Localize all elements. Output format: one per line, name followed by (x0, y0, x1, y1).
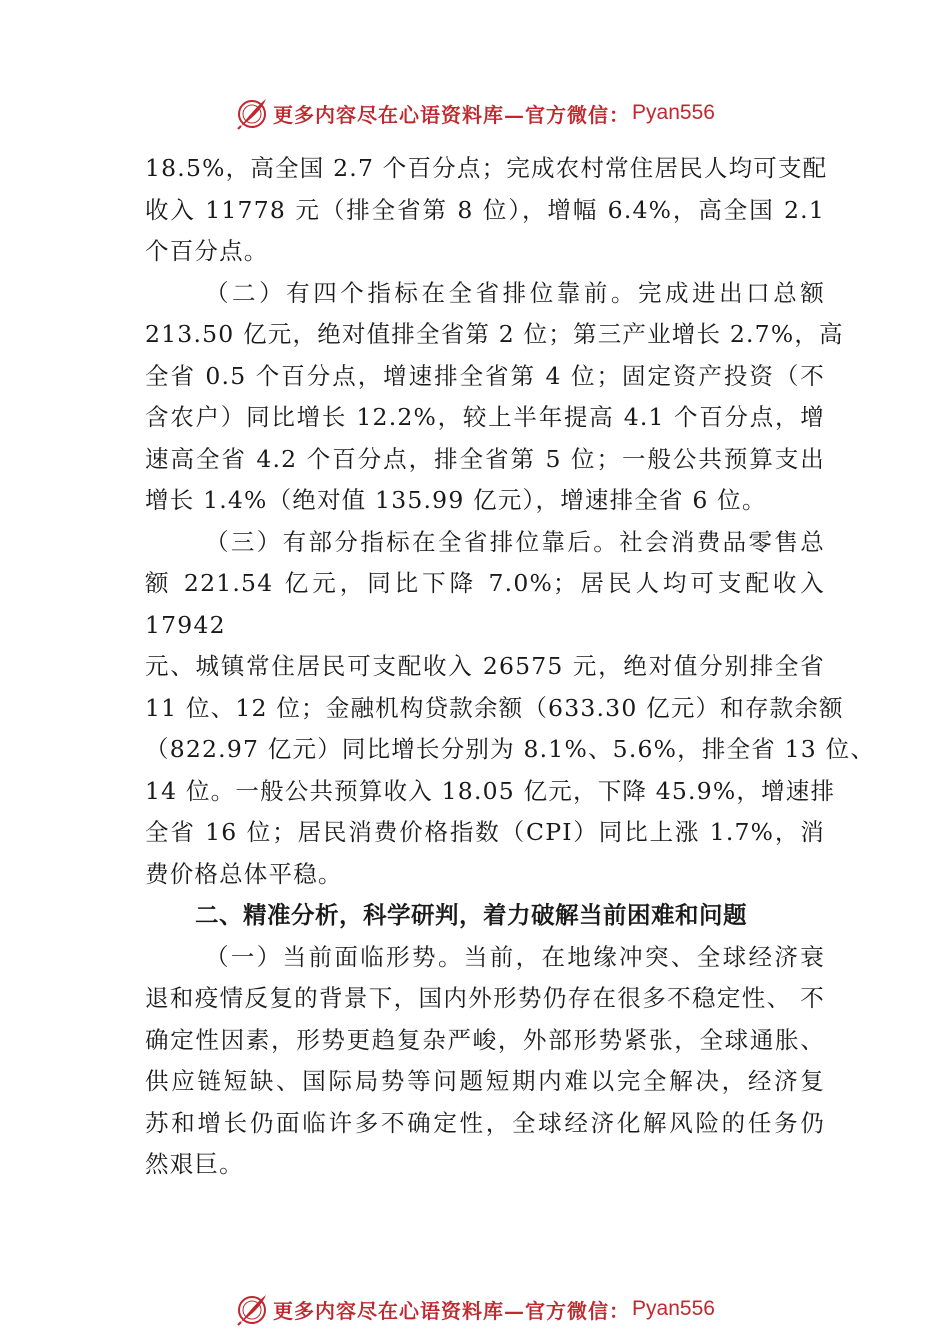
body-text-line: 苏和增长仍面临许多不确定性，全球经济化解风险的任务仍 (145, 1108, 825, 1137)
body-text-line: （三）有部分指标在全省排位靠后。社会消费品零售总 (205, 527, 825, 556)
body-text-line: 元、城镇常住居民可支配收入 26575 元，绝对值分别排全省 (145, 652, 825, 680)
body-text-line: 213.50 亿元，绝对值排全省第 2 位；第三产业增长 2.7%，高 (145, 320, 844, 348)
body-text-line: 确定性因素，形势更趋复杂严峻，外部形势紧张，全球通胀、 (145, 1025, 825, 1054)
body-text-line: 14 位。一般公共预算收入 18.05 亿元，下降 45.9%，增速排 (145, 776, 836, 805)
body-text-line: 费价格总体平稳。 (145, 859, 343, 888)
body-text-line: （822.97 亿元）同比增长分别为 8.1%、5.6%，排全省 13 位、 (145, 735, 876, 763)
body-text-line: 17942 (145, 610, 226, 639)
watermark-header (0, 93, 950, 133)
body-text-line: 个百分点。 (145, 237, 269, 265)
body-text-line: 11 位、12 位；金融机构贷款余额（633.30 亿元）和存款余额 (145, 693, 844, 722)
watermark-contact: Pyan556 (632, 1297, 715, 1320)
watermark-footer (0, 1289, 950, 1329)
body-text-line: （一）当前面临形势。当前，在地缘冲突、全球经济衰 (205, 942, 825, 971)
feather-pen-seal-icon (235, 1292, 269, 1326)
section-heading: 二、精准分析，科学研判，着力破解当前困难和问题 (195, 901, 747, 929)
watermark-text: 更多内容尽在心语资料库—官方微信： (273, 1298, 631, 1323)
watermark-text: 更多内容尽在心语资料库—官方微信： (273, 102, 631, 127)
feather-pen-seal-icon (235, 96, 269, 130)
body-text-line: 18.5%，高全国 2.7 个百分点；完成农村常住居民人均可支配 (145, 154, 828, 182)
body-text-line: 额 221.54 亿元，同比下降 7.0%；居民人均可支配收入 (145, 569, 825, 597)
body-text-line: 供应链短缺、国际局势等问题短期内难以完全解决，经济复 (145, 1067, 825, 1095)
body-text-line: 然艰巨。 (145, 1150, 244, 1178)
body-text-line: 收入 11778 元（排全省第 8 位），增幅 6.4%，高全国 2.1 (145, 195, 825, 224)
watermark-contact: Pyan556 (632, 101, 715, 124)
body-text-line: 速高全省 4.2 个百分点，排全省第 5 位；一般公共预算支出 (145, 444, 825, 473)
body-text-line: （二）有四个指标在全省排位靠前。完成进出口总额 (205, 278, 825, 307)
body-text-line: 全省 16 位；居民消费价格指数（CPI）同比上涨 1.7%，消 (145, 818, 825, 846)
body-text-line: 全省 0.5 个百分点，增速排全省第 4 位；固定资产投资（不 (145, 361, 825, 390)
body-text-line: 退和疫情反复的背景下，国内外形势仍存在很多不稳定性、 不 (145, 984, 825, 1012)
body-text-line: 增长 1.4%（绝对值 135.99 亿元），增速排全省 6 位。 (145, 486, 767, 514)
body-text-line: 含农户）同比增长 12.2%，较上半年提高 4.1 个百分点，增 (145, 403, 825, 431)
